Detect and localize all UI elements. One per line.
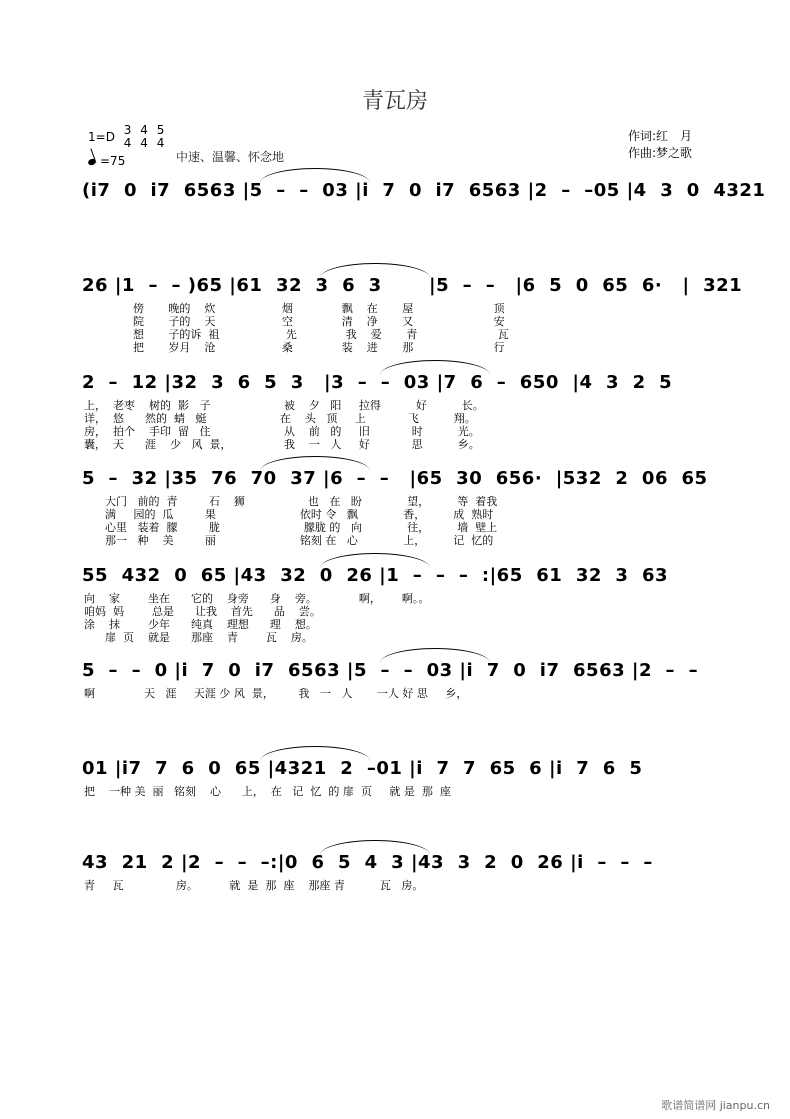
lyric-line: 把 岁月 沧 桑 装 进 那 行 xyxy=(84,341,505,354)
slur-mark xyxy=(380,360,490,375)
note-line: 01 |i7 7 6 0 65 |4321 2 –01 |i 7 7 65 6 |i 7 6 5 xyxy=(82,758,643,779)
slur-mark xyxy=(320,553,430,568)
note-line: 55 432 0 65 |43 32 0 26 |1 – – – :|65 61 32 3 63 xyxy=(82,565,669,586)
note-line: 26 |1 – – )65 |61 32 3 6 3 |5 – – |6 5 0 65 6· | 321 xyxy=(82,275,743,296)
lyric-line: 扉 页 就是 那座 青 瓦 房。 xyxy=(84,631,313,644)
lyric-line: 向 家 坐在 它的 身旁 身 旁。 啊， 啊。。 xyxy=(84,592,430,605)
credits xyxy=(628,128,692,162)
lyric-line: 咱妈 妈 总是 让我 首先 品 尝。 xyxy=(84,605,321,618)
lyric-line: 上， 老枣 树的 影 子 被 夕 阳 拉得 好 长。 xyxy=(84,399,484,412)
slur-mark xyxy=(260,456,370,471)
tempo-marking: =75 xyxy=(88,154,125,168)
song-title: 青瓦房 xyxy=(361,89,428,114)
note-line: 2 – 12 |32 3 6 5 3 |3 – – 03 |7 6 – 650 |4 3 2 5 xyxy=(82,372,673,393)
time-signature: 5 4 xyxy=(156,123,165,150)
lyric-line: 大门 前的 青 石 狮 也 在 盼 望， 等 着我 xyxy=(84,495,498,508)
lyric-line: 那一 种 美 丽 铭刻 在 心 上， 记 忆的 xyxy=(84,534,494,547)
lyric-line: 详， 悠 然的 蜻 蜓 在 头 顶 上 飞 翔。 xyxy=(84,412,476,425)
lyricist: 作词:红 月 xyxy=(628,129,693,143)
lyric-line: 傍 晚的 炊 烟 飘 在 屋 顶 xyxy=(84,302,505,315)
lyric-line: 把 一种 美 丽 铭刻 心 上， 在 记 忆 的 扉 页 就 是 那 座 xyxy=(84,785,451,798)
key-signature: 1=D xyxy=(88,130,115,144)
lyric-line: 房， 拍个 手印 留 住 从 前 的 旧 时 光。 xyxy=(84,425,480,438)
note-line: 5 – – 0 |i 7 0 i7 6563 |5 – – 03 |i 7 0 i7 6563 |2 – – xyxy=(82,660,699,681)
time-signature: 3 4 xyxy=(123,123,132,150)
watermark: 歌谱简谱网 jianpu.cn xyxy=(661,1099,770,1112)
lyric-line: 想 子的诉 祖 先 我 爱 青 瓦 xyxy=(84,328,509,341)
composer: 作曲:梦之歌 xyxy=(628,146,693,160)
lyric-line: 青 瓦 房。 就 是 那 座 那座 青 瓦 房。 xyxy=(84,879,424,892)
expression-marking: 中速、温馨、怀念地 xyxy=(176,150,285,164)
note-line: 5 – 32 |35 76 70 37 |6 – – |65 30 656· |532 2 06 65 xyxy=(82,468,708,489)
slur-mark xyxy=(320,263,430,278)
lyric-line: 院 子的 天 空 清 净 又 安 xyxy=(84,315,505,328)
lyric-line: 涂 抹 少年 纯真 理想 理 想。 xyxy=(84,618,317,631)
key-signature-block xyxy=(88,124,164,150)
slur-mark xyxy=(380,648,490,663)
lyric-line: 囊， 天 涯 少 风 景， 我 一 人 好 思 乡。 xyxy=(84,438,480,451)
lyric-line: 心里 装着 朦 胧 朦胧 的 向 往， 墙 壁上 xyxy=(84,521,498,534)
lyric-line: 啊 天 涯 天涯 少 风 景， 我 一 人 一人 好 思 乡， xyxy=(84,687,468,700)
quarter-note-icon xyxy=(87,158,97,166)
note-line: 43 21 2 |2 – – –:|0 6 5 4 3 |43 3 2 0 26 |i – – – xyxy=(82,852,653,873)
time-signature: 4 4 xyxy=(140,123,148,150)
lyric-line: 满 园的 瓜 果 依时 令 飘 香， 成 熟时 xyxy=(84,508,494,521)
slur-mark xyxy=(320,840,430,855)
note-line: (i7 0 i7 6563 |5 – – 03 |i 7 0 i7 6563 |2 – –05 |4 3 0 4321 xyxy=(82,180,766,201)
slur-mark xyxy=(260,746,370,761)
slur-mark xyxy=(260,168,370,183)
